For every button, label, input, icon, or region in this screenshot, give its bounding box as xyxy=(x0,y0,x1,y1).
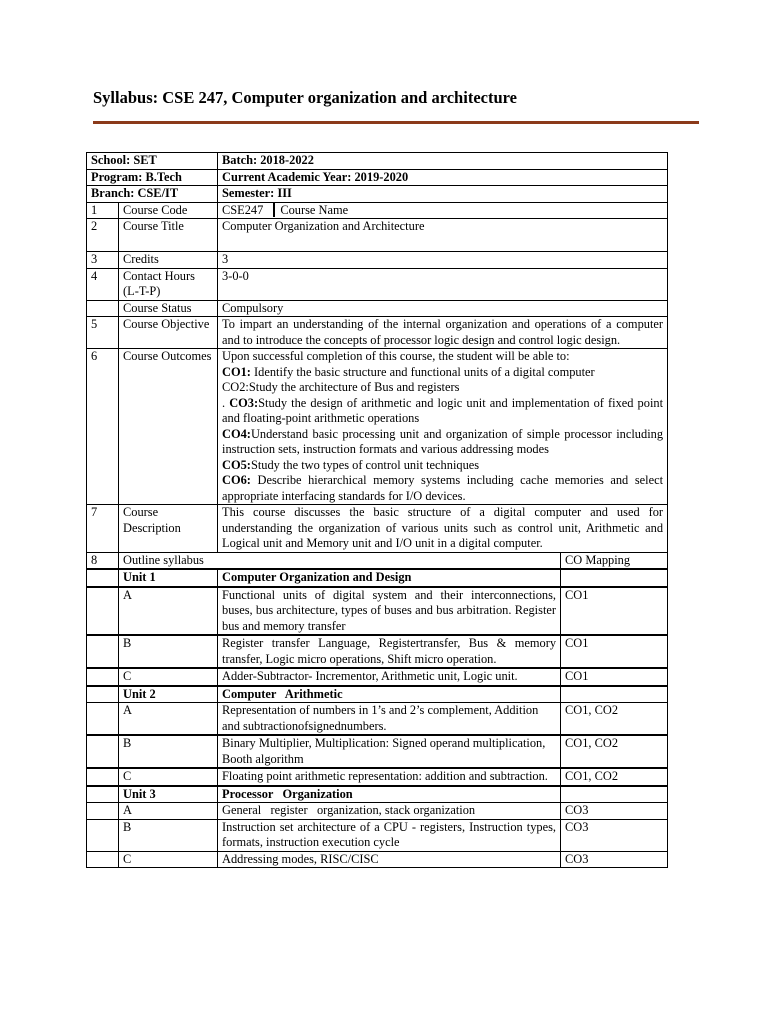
row-label: Course Objective xyxy=(119,317,218,349)
unit-item-row xyxy=(87,668,668,686)
item-co: CO1, CO2 xyxy=(561,703,668,736)
row-number: 7 xyxy=(87,505,119,553)
item-co: CO1 xyxy=(561,587,668,636)
row-number xyxy=(87,686,119,703)
item-id: B xyxy=(119,635,218,668)
item-id: A xyxy=(119,703,218,736)
unit-co-cell xyxy=(561,686,668,703)
row-number xyxy=(87,803,119,820)
school-cell: School: SET xyxy=(87,153,218,170)
branch-cell: Branch: CSE/IT xyxy=(87,186,218,203)
unit-item-row xyxy=(87,635,668,668)
outcome-text: Describe hierarchical memory systems including cache memories and select appropriate interfacing standards for I/O devices. xyxy=(222,473,664,503)
unit-name: Unit 2 xyxy=(119,686,218,703)
credits-value: 3 xyxy=(218,252,668,269)
row-number: 4 xyxy=(87,268,119,300)
semester-cell: Semester: III xyxy=(218,186,668,203)
outcome-co2: CO2:Study the architecture of Bus and registers xyxy=(222,380,460,394)
row-number xyxy=(87,851,119,868)
item-text: General register organization, stack organization xyxy=(218,803,561,820)
row-credits xyxy=(87,252,668,269)
item-id: C xyxy=(119,851,218,868)
course-status-value: Compulsory xyxy=(218,300,668,317)
syllabus-table xyxy=(86,152,668,868)
outcome-prefix: . xyxy=(222,395,230,410)
course-objective-value: To impart an understanding of the internal organization and operations of a computer and to introduce the concepts of processor logic design and control logic design. xyxy=(218,317,668,349)
row-course-description xyxy=(87,505,668,553)
item-text: Functional units of digital system and their interconnections, buses, bus architecture, types of buses and bus arbitration. Register bus and memory transfer xyxy=(218,587,561,636)
row-label: Course Description xyxy=(119,505,218,553)
course-outcomes-value xyxy=(218,349,668,505)
item-id: B xyxy=(119,735,218,768)
outcome-text: Understand basic processing unit and organization of simple processor including instruction sets, instruction formats and various addressing modes xyxy=(222,426,664,456)
row-number: 2 xyxy=(87,219,119,252)
unit-title: Computer Arithmetic xyxy=(218,686,561,703)
unit-item-row xyxy=(87,703,668,736)
item-id: B xyxy=(119,819,218,851)
program-cell: Program: B.Tech xyxy=(87,169,218,186)
course-title-value: Computer Organization and Architecture xyxy=(218,219,668,252)
course-description-value: This course discusses the basic structure of a digital computer and used for understanding the organization of various units such as control unit, Arithmetic and Logical unit and Memory unit and I/O unit in a digital computer. xyxy=(218,505,668,553)
item-co: CO3 xyxy=(561,803,668,820)
row-number xyxy=(87,300,119,317)
row-number xyxy=(87,768,119,786)
row-course-code xyxy=(87,202,668,219)
row-number xyxy=(87,569,119,587)
document-title: Syllabus: CSE 247, Computer organization and architecture xyxy=(93,88,517,107)
row-number xyxy=(87,668,119,686)
item-co: CO1 xyxy=(561,668,668,686)
title-divider xyxy=(93,121,699,124)
unit-header-row xyxy=(87,786,668,803)
unit-title: Computer Organization and Design xyxy=(218,569,561,587)
outcome-co6 xyxy=(222,473,663,504)
outcome-co3 xyxy=(222,396,663,427)
row-number xyxy=(87,735,119,768)
row-label: Credits xyxy=(119,252,218,269)
item-text: Addressing modes, RISC/CISC xyxy=(218,851,561,868)
outcome-co4 xyxy=(222,427,663,458)
academic-year-cell: Current Academic Year: 2019-2020 xyxy=(218,169,668,186)
unit-co-cell xyxy=(561,786,668,803)
item-text: Floating point arithmetic representation: addition and subtraction. xyxy=(218,768,561,786)
row-number xyxy=(87,703,119,736)
outcome-tag: CO4: xyxy=(222,426,251,441)
item-co: CO1, CO2 xyxy=(561,768,668,786)
unit-item-row xyxy=(87,819,668,851)
course-code-cell xyxy=(218,202,668,219)
row-number: 8 xyxy=(87,552,119,569)
row-label: Course Status xyxy=(119,300,218,317)
header-row-school xyxy=(87,153,668,170)
row-number: 6 xyxy=(87,349,119,505)
contact-hours-value: 3-0-0 xyxy=(218,268,668,300)
row-contact-hours xyxy=(87,268,668,300)
outcome-tag: CO1: xyxy=(222,364,251,379)
item-co: CO3 xyxy=(561,819,668,851)
row-label: Course Title xyxy=(119,219,218,252)
item-co: CO1 xyxy=(561,635,668,668)
unit-item-row xyxy=(87,735,668,768)
course-name-label: Course Name xyxy=(273,203,348,217)
item-id: C xyxy=(119,668,218,686)
row-course-title xyxy=(87,219,668,252)
outcome-tag: CO5: xyxy=(222,457,251,472)
row-number: 3 xyxy=(87,252,119,269)
outcome-tag: CO3: xyxy=(229,395,259,410)
item-co: CO1, CO2 xyxy=(561,735,668,768)
header-row-program xyxy=(87,169,668,186)
row-outline-syllabus xyxy=(87,552,668,569)
unit-name: Unit 1 xyxy=(119,569,218,587)
unit-item-row xyxy=(87,768,668,786)
outcome-text: Study the design of arithmetic and logic unit and implementation of fixed point and floating-point arithmetic operations xyxy=(222,395,664,425)
outcome-text: Study the two types of control unit techniques xyxy=(250,457,480,472)
unit-item-row xyxy=(87,803,668,820)
row-label: Course Outcomes xyxy=(119,349,218,505)
batch-cell: Batch: 2018-2022 xyxy=(218,153,668,170)
unit-title: Processor Organization xyxy=(218,786,561,803)
unit-header-row xyxy=(87,686,668,703)
outline-syllabus-label: Outline syllabus xyxy=(119,552,561,569)
item-text: Instruction set architecture of a CPU - registers, Instruction types, formats, instruction execution cycle xyxy=(218,819,561,851)
header-row-branch xyxy=(87,186,668,203)
outcomes-intro: Upon successful completion of this course, the student will be able to: xyxy=(222,349,570,363)
row-course-status xyxy=(87,300,668,317)
row-number: 5 xyxy=(87,317,119,349)
row-number: 1 xyxy=(87,202,119,219)
row-course-outcomes xyxy=(87,349,668,505)
row-number xyxy=(87,786,119,803)
item-text: Adder-Subtractor- Incrementor, Arithmetic unit, Logic unit. xyxy=(218,668,561,686)
co-mapping-header: CO Mapping xyxy=(561,552,668,569)
row-course-objective xyxy=(87,317,668,349)
outcome-co5 xyxy=(222,458,663,474)
unit-header-row xyxy=(87,569,668,587)
item-text: Register transfer Language, Registertransfer, Bus & memory transfer, Logic micro operations, Shift micro operation. xyxy=(218,635,561,668)
item-text: Representation of numbers in 1’s and 2’s complement, Addition and subtractionofsignednumbers. xyxy=(218,703,561,736)
outcome-text: Identify the basic structure and functional units of a digital computer xyxy=(250,364,595,379)
row-label: Course Code xyxy=(119,202,218,219)
outcome-tag: CO6: xyxy=(222,473,251,487)
item-id: A xyxy=(119,803,218,820)
item-id: A xyxy=(119,587,218,636)
row-label: Contact Hours (L-T-P) xyxy=(119,268,218,300)
outcome-co1 xyxy=(222,365,663,381)
unit-item-row xyxy=(87,851,668,868)
row-number xyxy=(87,635,119,668)
row-number xyxy=(87,587,119,636)
unit-item-row xyxy=(87,587,668,636)
course-code-value: CSE247 xyxy=(222,202,264,217)
unit-name: Unit 3 xyxy=(119,786,218,803)
item-text: Binary Multiplier, Multiplication: Signed operand multiplication, Booth algorithm xyxy=(218,735,561,768)
item-id: C xyxy=(119,768,218,786)
row-number xyxy=(87,819,119,851)
item-co: CO3 xyxy=(561,851,668,868)
unit-co-cell xyxy=(561,569,668,587)
